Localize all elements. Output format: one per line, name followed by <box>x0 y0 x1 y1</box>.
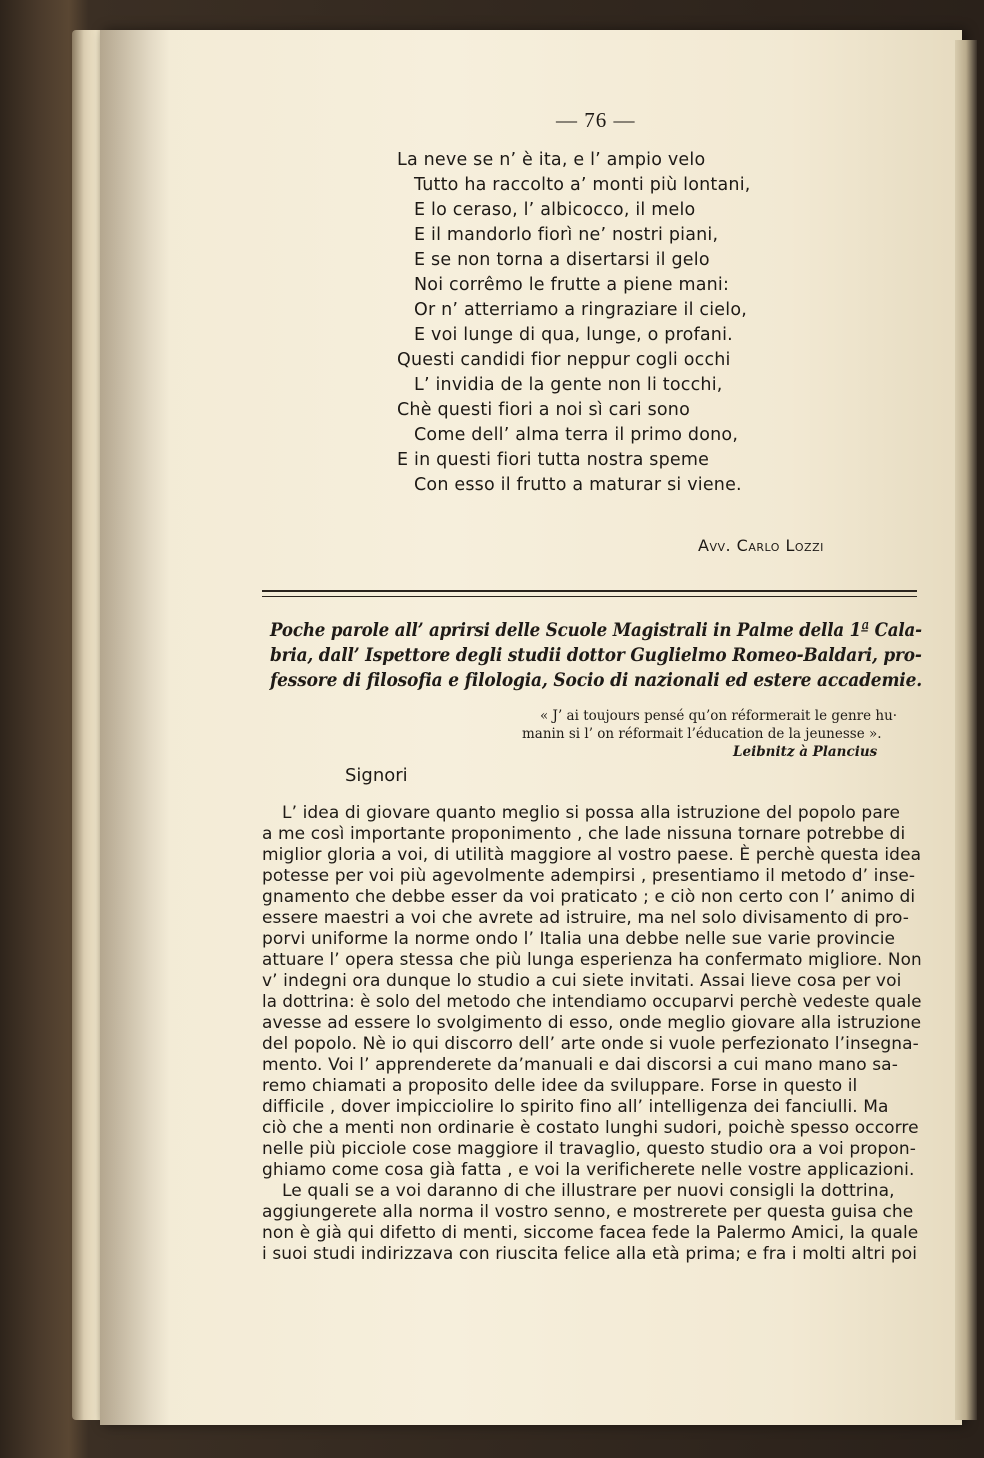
prose-line: aggiungerete alla norma il vostro senno, e mostrerete per questa guisa che <box>262 1202 914 1222</box>
section-divider <box>262 590 917 592</box>
epigraph-line: manin si l’ on réformait l’éducation de la jeunesse ». <box>522 726 882 742</box>
prose-line: avesse ad essere lo svolgimento di esso, onde meglio giovare alla istruzione <box>262 1013 922 1033</box>
poem-line: E voi lunge di qua, lunge, o profani. <box>414 325 733 345</box>
title-line: bria, dall’ Ispettore degli studii dottor Guglielmo Romeo-Baldari, pro- <box>270 645 922 666</box>
title-line: Poche parole all’ aprirsi delle Scuole Magistrali in Palme della 1ª Cala- <box>270 620 922 641</box>
section-divider-thin <box>262 596 917 597</box>
prose-line: mento. Voi l’ apprenderete da’manuali e dai discorsi a cui mano mano sa- <box>262 1055 898 1075</box>
page-edges-right <box>955 40 977 1420</box>
prose-line: non è già qui difetto di menti, siccome facea fede la Palermo Amici, la quale <box>262 1223 919 1243</box>
poem-author: Avv. Carlo Lozzi <box>698 536 824 555</box>
poem-line: E se non torna a disertarsi il gelo <box>414 250 710 270</box>
poem-line: E in questi fiori tutta nostra speme <box>397 450 710 470</box>
prose-line: a me così importante proponimento , che lade nissuna tornare potrebbe di <box>262 824 906 844</box>
poem-line: Or n’ atterriamo a ringraziare il cielo, <box>414 300 747 320</box>
prose-line: v’ indegni ora dunque lo studio a cui siete invitati. Assai lieve cosa per voi <box>262 971 902 991</box>
poem-line: Noi corrêmo le frutte a piene mani: <box>414 275 730 295</box>
binding-shadow <box>100 30 170 1425</box>
poem-line: Con esso il frutto a maturar si viene. <box>414 475 742 495</box>
prose-line: L’ idea di giovare quanto meglio si possa alla istruzione del popolo pare <box>282 803 901 823</box>
poem-line: Chè questi fiori a noi sì cari sono <box>397 400 690 420</box>
poem-line: La neve se n’ è ita, e l’ ampio velo <box>397 150 706 170</box>
prose-line: porvi uniforme la norme ondo l’ Italia una debbe nelle sue varie provincie <box>262 929 896 949</box>
prose-line: difficile , dover impicciolire lo spirito fino all’ intelligenza dei fanciulli. Ma <box>262 1097 889 1117</box>
page-number: — 76 — <box>556 108 636 132</box>
poem-line: Questi candidi fior neppur cogli occhi <box>397 350 731 370</box>
poem-line: Tutto ha raccolto a’ monti più lontani, <box>414 175 751 195</box>
poem-line: L’ invidia de la gente non li tocchi, <box>414 375 723 395</box>
prose-line: essere maestri a voi che avrete ad istruire, ma nel solo divisamento di pro- <box>262 908 910 928</box>
prose-line: la dottrina: è solo del metodo che intendiamo occuparvi perchè vedeste quale <box>262 992 922 1012</box>
epigraph-signature: Leibnitz à Plancius <box>733 744 878 760</box>
poem-line: E il mandorlo fiorì ne’ nostri piani, <box>414 225 719 245</box>
epigraph-line: « J’ ai toujours pensé qu’on réformerait le genre hu· <box>540 708 898 724</box>
prose-line: Le quali se a voi daranno di che illustrare per nuovi consigli la dottrina, <box>282 1181 895 1201</box>
prose-line: del popolo. Nè io qui discorro dell’ arte onde si vuole perfezionato l’insegna- <box>262 1034 919 1054</box>
prose-line: i suoi studi indirizzava con riuscita felice alla età prima; e fra i molti altri poi <box>262 1244 918 1264</box>
poem-line: Come dell’ alma terra il primo dono, <box>414 425 739 445</box>
prose-line: attuare l’ opera stessa che più lunga esperienza ha confermato migliore. Non <box>262 950 922 970</box>
salutation: Signori <box>345 765 408 786</box>
prose-line: potesse per voi più agevolmente adempirsi , presentiamo il metodo d’ inse- <box>262 866 916 886</box>
prose-line: ciò che a menti non ordinarie è costato lunghi sudori, poichè spesso occorre <box>262 1118 919 1138</box>
prose-line: gnamento che debbe esser da voi praticato ; e ciò non certo con l’ animo di <box>262 887 916 907</box>
prose-line: ghiamo come cosa già fatta , e voi la verificherete nelle vostre applicazioni. <box>262 1160 915 1180</box>
title-line: fessore di filosofia e filologia, Socio di nazionali ed estere accademie. <box>270 670 922 691</box>
prose-line: remo chiamati a proposito delle idee da sviluppare. Forse in questo il <box>262 1076 858 1096</box>
poem-line: E lo ceraso, l’ albicocco, il melo <box>414 200 696 220</box>
prose-line: miglior gloria a voi, di utilità maggiore al vostro paese. È perchè questa idea <box>262 845 922 865</box>
prose-line: nelle più picciole cose maggiore il travaglio, questo studio ora a voi propon- <box>262 1139 916 1159</box>
